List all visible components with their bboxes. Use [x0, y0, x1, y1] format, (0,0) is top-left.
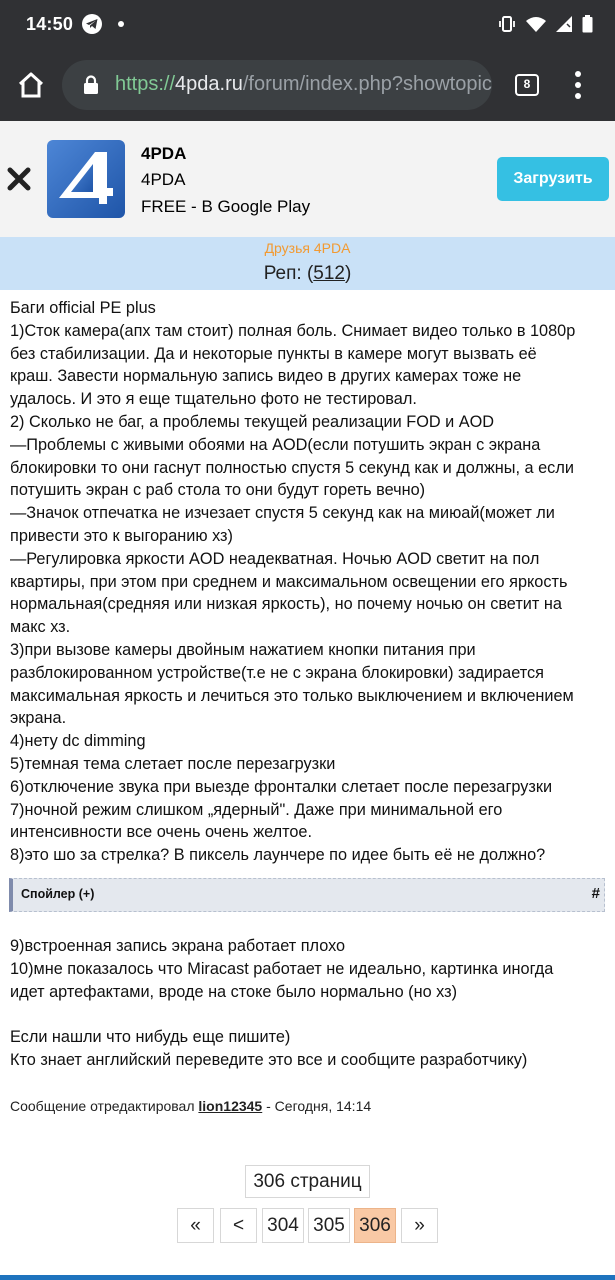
home-icon — [14, 68, 48, 102]
rep-prefix: Реп: ( — [263, 263, 314, 284]
spoiler-label: Спойлер (+) — [21, 887, 95, 901]
post-line: идет артефактами, вроде на стоке было нормально (но хз) — [10, 982, 458, 1001]
app-install-banner — [0, 121, 615, 238]
signal-icon — [556, 16, 572, 32]
url-text[interactable] — [115, 73, 492, 96]
post-line: Если нашли что нибудь еще пишите) — [10, 1028, 291, 1047]
post-line: —Регулировка яркости AOD неадекватная. Ночью AOD светит на пол — [10, 549, 540, 568]
url-path: /forum/index.php?showtopic — [242, 73, 492, 95]
page-link[interactable]: 305 — [308, 1208, 350, 1243]
banner-close-button[interactable] — [6, 166, 32, 192]
menu-dot-icon — [575, 82, 581, 88]
status-icons — [498, 14, 593, 34]
battery-icon — [582, 15, 593, 33]
notification-dot-icon — [118, 21, 124, 27]
spoiler-anchor-link[interactable]: # — [591, 885, 600, 902]
post-line: 5)темная тема слетает после перезагрузки — [10, 754, 336, 773]
vibrate-icon — [498, 15, 516, 33]
post-line: 4)нету dc dimming — [10, 732, 146, 751]
post-line: Кто знает английский переведите это все и сообщите разработчику) — [10, 1050, 528, 1069]
post-line: —Проблемы с живыми обоями на AOD(если потушить экран с экрана — [10, 435, 541, 454]
post-line: интенсивности все очень очень желтое. — [10, 823, 313, 842]
post-line: без стабилизации. Да и некоторые пункты в камере могут вызвать её — [10, 344, 537, 363]
post-line: Баги official PE plus — [10, 299, 156, 317]
post-line: краш. Завести нормальную запись видео в других камерах тоже не — [10, 367, 522, 386]
post-line: блокировки то они гаснут полностью спустя 5 секунд как и должны, а если — [10, 458, 574, 477]
page-count-button[interactable]: 306 страниц — [245, 1165, 370, 1198]
post-line: 3)при вызове камеры двойным нажатием кнопки питания при — [10, 640, 476, 659]
status-bar — [0, 0, 615, 50]
post-body — [10, 297, 610, 867]
current-page: 306 — [354, 1208, 396, 1243]
first-page-button[interactable]: « — [177, 1208, 214, 1243]
last-page-button[interactable]: » — [401, 1208, 438, 1243]
post-line: 8)это шо за стрелка? В пиксель лаунчере по идее быть её не должно? — [10, 846, 546, 865]
page-link[interactable]: 304 — [262, 1208, 304, 1243]
reputation-line — [0, 263, 615, 285]
edited-note — [10, 1098, 371, 1114]
browser-toolbar — [0, 50, 615, 121]
edited-suffix: - Сегодня, 14:14 — [262, 1098, 372, 1114]
edited-prefix: Сообщение отредактировал — [10, 1098, 199, 1114]
app-price: FREE - В Google Play — [141, 197, 311, 216]
wifi-icon — [526, 16, 546, 32]
overflow-menu-button[interactable] — [568, 70, 588, 100]
post-line: разблокированном устройстве(т.е не с экрана блокировки) задирается — [10, 663, 544, 682]
post-line: макс хз. — [10, 618, 71, 637]
post-line: нормальная(средняя или низкая яркость), но почему ночью он светит на — [10, 595, 562, 614]
reputation-row — [0, 237, 615, 290]
status-time: 14:50 — [26, 14, 74, 34]
post-line: —Значок отпечатка не изчезает спустя 5 секунд как на миюай(может ли — [10, 504, 555, 523]
url-host: 4pda.ru — [175, 73, 243, 95]
post-line: 10)мне показалось что Miracast работает не идеально, картинка иногда — [10, 959, 554, 978]
post-line: 9)встроенная запись экрана работает плохо — [10, 937, 346, 955]
bottom-accent-bar — [0, 1275, 615, 1280]
menu-dot-icon — [575, 93, 581, 99]
post-line: максимальная яркость и лечиться это только выключением и включением — [10, 686, 574, 705]
post-line: 7)ночной режим слишком „ядерный". Даже при минимальной его — [10, 800, 503, 819]
post-line: привести это к выгоранию хз) — [10, 526, 233, 545]
menu-dot-icon — [575, 71, 581, 77]
address-bar[interactable] — [62, 60, 492, 110]
post-line: 1)Сток камера(апх там стоит) полная боль. Снимает видео только в 1080p — [10, 321, 576, 340]
app-name: 4PDA — [141, 144, 187, 163]
telegram-icon — [82, 14, 102, 34]
paragraph-gap — [10, 1003, 610, 1026]
rep-value-link[interactable]: 512 — [313, 263, 345, 284]
prev-page-button[interactable]: < — [220, 1208, 257, 1243]
post-line: 2) Сколько не баг, а проблемы текущей реализации FOD и AOD — [10, 412, 495, 431]
post-line: удалось. И это я еще тщательно фото не тестировал. — [10, 390, 417, 409]
rep-suffix: ) — [344, 263, 352, 284]
home-button[interactable] — [14, 68, 48, 102]
post-line: экрана. — [10, 709, 67, 728]
close-icon — [6, 166, 32, 192]
post-line: 6)отключение звука при выезде фронталки слетает после перезагрузки — [10, 777, 553, 796]
edited-user-link[interactable]: lion12345 — [198, 1098, 263, 1114]
friends-label[interactable]: Друзья 4PDA — [264, 240, 351, 256]
tab-switcher-button[interactable]: 8 — [515, 74, 539, 96]
app-publisher: 4PDA — [141, 170, 186, 189]
post-body-continued — [10, 935, 610, 1072]
spoiler-toggle[interactable] — [9, 878, 605, 912]
post-line: квартиры, при этом при среднем и максимальном освещении его яркость — [10, 572, 568, 591]
post-line: потушить экран с раб стола то они будут гореть вечно) — [10, 481, 426, 500]
lock-icon — [82, 75, 100, 95]
install-button[interactable]: Загрузить — [497, 157, 609, 201]
app-logo — [47, 140, 125, 218]
url-scheme: https:// — [115, 73, 176, 95]
